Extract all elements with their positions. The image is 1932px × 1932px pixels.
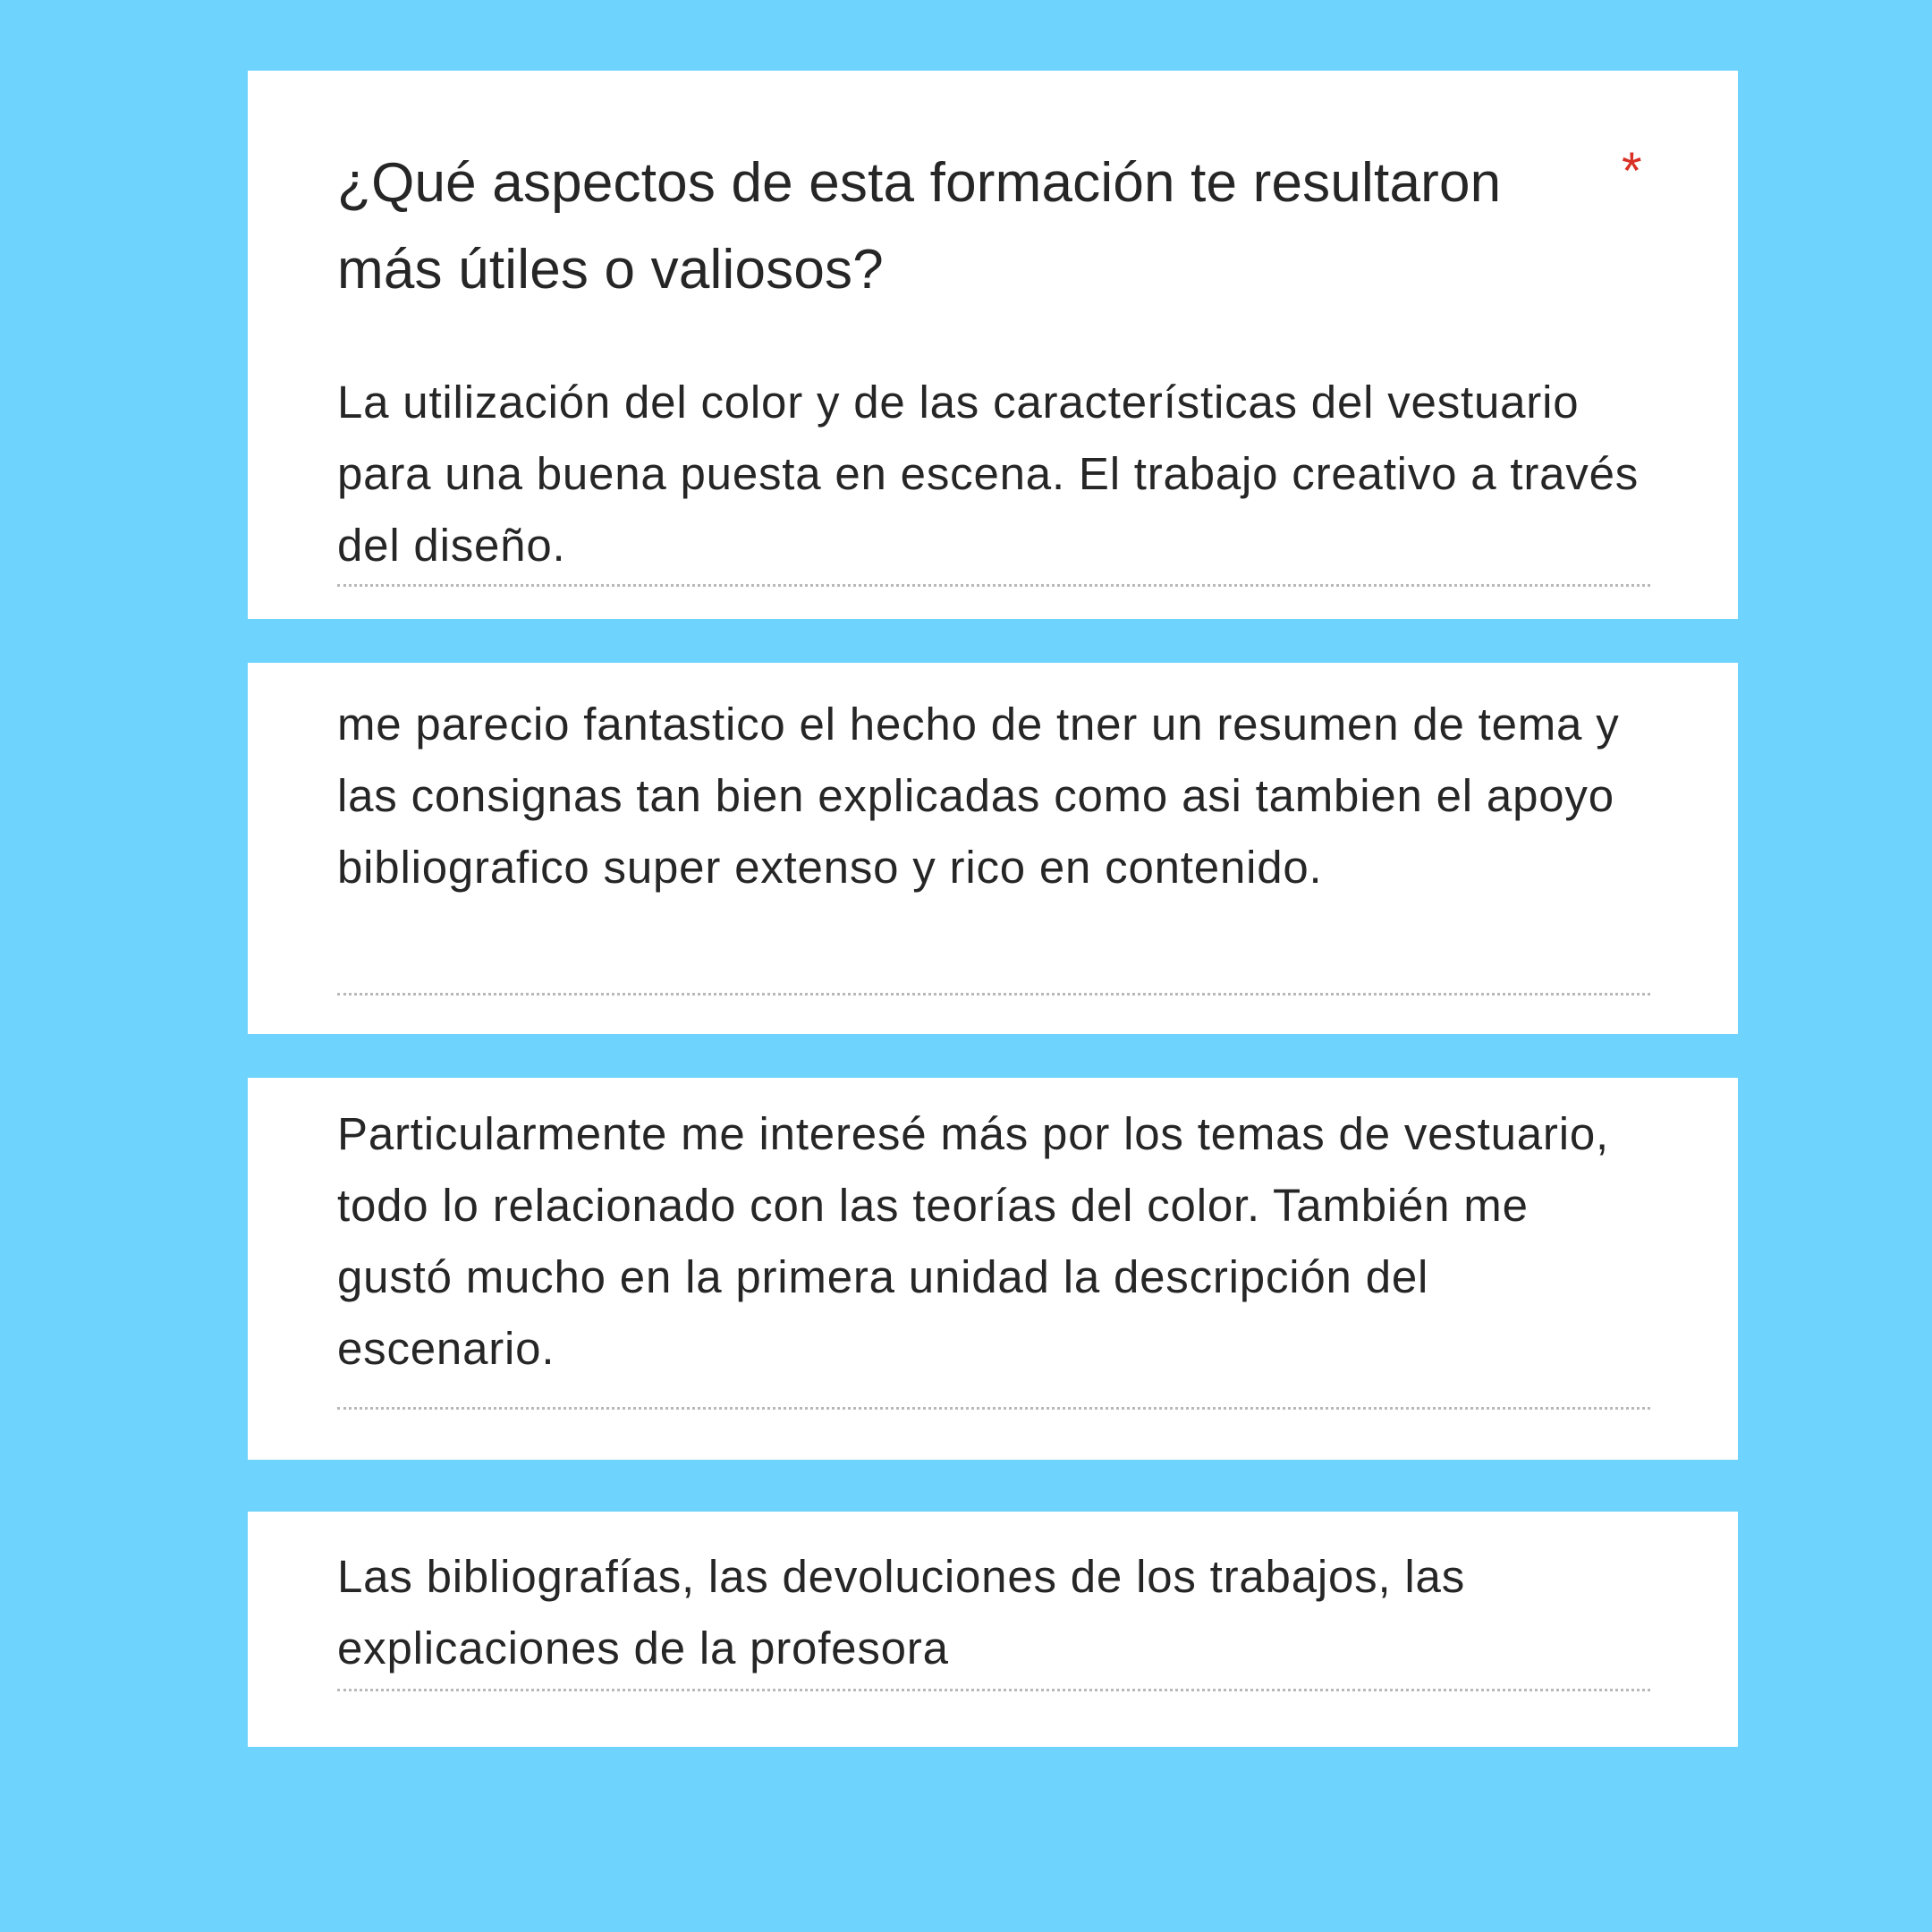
response-card — [248, 1078, 1738, 1460]
response-card — [248, 663, 1738, 1034]
response-underline — [337, 1407, 1650, 1410]
response-text[interactable]: Las bibliografías, las devoluciones de los trabajos, las explicaciones de la profesora — [337, 1551, 1466, 1674]
question-title: ¿Qué aspectos de esta formación te resultaron más útiles o valiosos? — [337, 152, 1502, 301]
response-text[interactable]: me parecio fantastico el hecho de tner un resumen de tema y las consignas tan bien explicadas como asi tambien el apoyo bibliografico super extenso y rico en contenido. — [337, 699, 1620, 893]
response-card — [248, 1512, 1738, 1747]
response-text[interactable]: Particularmente me interesé más por los temas de vestuario, todo lo relacionado con las teorías del color. También me gustó mucho en la primera unidad la descripción del escenario. — [337, 1108, 1609, 1374]
response-underline — [337, 993, 1650, 996]
question-card — [248, 71, 1738, 619]
response-text[interactable]: La utilización del color y de las características del vestuario para una buena puesta en escena. El trabajo creativo a través del diseño. — [337, 377, 1640, 571]
response-underline — [337, 1689, 1650, 1691]
response-underline — [337, 584, 1650, 587]
required-asterisk: * — [1622, 142, 1642, 200]
